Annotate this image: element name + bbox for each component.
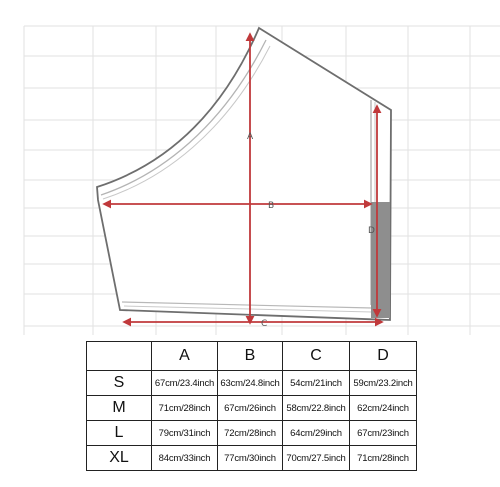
- table-cell: 67cm/26inch: [218, 396, 283, 421]
- table-cell: 58cm/22.8inch: [283, 396, 350, 421]
- table-cell: 84cm/33inch: [152, 446, 218, 471]
- header-col-b: B: [218, 342, 283, 371]
- header-col-d: D: [350, 342, 417, 371]
- table-row: [87, 396, 417, 421]
- table-cell: 67cm/23.4inch: [152, 371, 218, 396]
- table-cell: 71cm/28inch: [152, 396, 218, 421]
- label-d: D: [368, 226, 375, 236]
- table-cell: 64cm/29inch: [283, 421, 350, 446]
- table-cell: 77cm/30inch: [218, 446, 283, 471]
- garment-outline: [97, 28, 391, 320]
- label-b: B: [268, 201, 275, 211]
- size-table: [86, 341, 417, 471]
- table-cell: 54cm/21inch: [283, 371, 350, 396]
- table-header-row: [87, 342, 417, 371]
- table-row: [87, 371, 417, 396]
- table-cell: 62cm/24inch: [350, 396, 417, 421]
- header-col-c: C: [283, 342, 350, 371]
- side-panel-shade: [371, 202, 390, 318]
- table-row: [87, 421, 417, 446]
- table-cell: 71cm/28inch: [350, 446, 417, 471]
- table-cell: 79cm/31inch: [152, 421, 218, 446]
- size-label: XL: [87, 446, 152, 471]
- table-cell: 70cm/27.5inch: [283, 446, 350, 471]
- size-label: M: [87, 396, 152, 421]
- label-c: C: [261, 319, 268, 329]
- table-cell: 59cm/23.2inch: [350, 371, 417, 396]
- table-cell: 72cm/28inch: [218, 421, 283, 446]
- header-col-a: A: [152, 342, 218, 371]
- table-row: [87, 446, 417, 471]
- table-cell: 63cm/24.8inch: [218, 371, 283, 396]
- size-label: S: [87, 371, 152, 396]
- label-a: A: [247, 132, 254, 142]
- size-label: L: [87, 421, 152, 446]
- table-cell: 67cm/23inch: [350, 421, 417, 446]
- header-corner: [87, 342, 152, 371]
